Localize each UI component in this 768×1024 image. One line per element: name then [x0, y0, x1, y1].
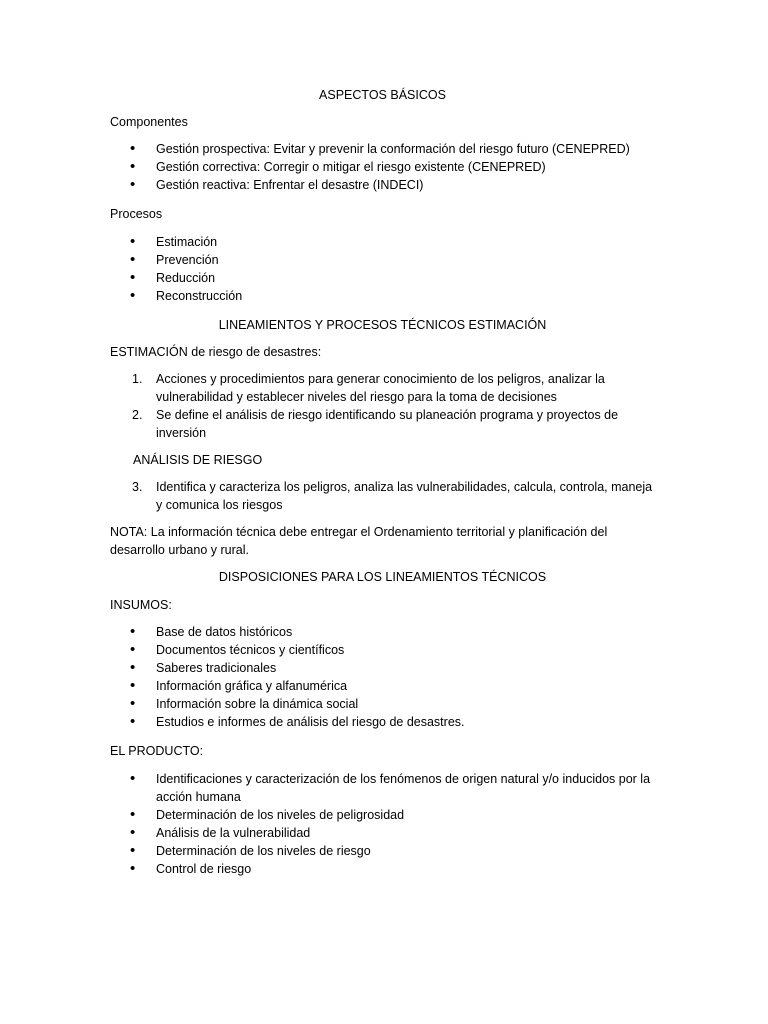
list-item: • Información gráfica y alfanumérica: [110, 677, 655, 695]
list-item: • Gestión correctiva: Corregir o mitigar el riesgo existente (CENEPRED): [110, 158, 655, 176]
list-number: 3.: [132, 480, 143, 494]
list-item: • Base de datos históricos: [110, 623, 655, 641]
list-analisis: [110, 478, 655, 514]
list-item: [110, 406, 655, 442]
list-item-text: Acciones y procedimientos para generar conocimiento de los peligros, analizar la vulnerabilidad y establecer niveles del riesgo para la toma de decisiones: [156, 372, 605, 404]
heading-disposiciones: DISPOSICIONES PARA LOS LINEAMIENTOS TÉCNICOS: [218, 570, 547, 584]
list-number: 1.: [132, 372, 143, 386]
label-insumos: INSUMOS:: [110, 598, 172, 612]
list-procesos: [110, 233, 655, 305]
label-componentes: Componentes: [110, 115, 188, 129]
list-item: • Gestión prospectiva: Evitar y prevenir la conformación del riesgo futuro (CENEPRED): [110, 140, 655, 158]
list-item: [110, 478, 655, 514]
list-estimacion: [110, 370, 655, 442]
list-componentes: [110, 140, 655, 194]
list-item: • Estudios e informes de análisis del riesgo de desastres.: [110, 713, 655, 731]
nota-paragraph: NOTA: La información técnica debe entregar el Ordenamiento territorial y planificación del desarrollo urbano y rural.: [110, 525, 608, 557]
list-number: 2.: [132, 408, 143, 422]
list-item: • Análisis de la vulnerabilidad: [110, 824, 655, 842]
list-insumos: [110, 623, 655, 731]
label-producto: EL PRODUCTO:: [110, 744, 204, 758]
list-item: • Determinación de los niveles de peligrosidad: [110, 806, 655, 824]
label-procesos: Procesos: [110, 207, 163, 221]
list-item: • Reducción: [110, 269, 655, 287]
label-estimacion: ESTIMACIÓN de riesgo de desastres:: [110, 345, 322, 359]
list-item: • Gestión reactiva: Enfrentar el desastre (INDECI): [110, 176, 655, 194]
heading-aspectos-basicos: ASPECTOS BÁSICOS: [319, 88, 446, 102]
list-producto: [110, 770, 655, 878]
list-item: • Identificaciones y caracterización de los fenómenos de origen natural y/o inducidos por la acción humana: [110, 770, 655, 806]
list-item: • Estimación: [110, 233, 655, 251]
label-analisis-riesgo: ANÁLISIS DE RIESGO: [133, 453, 263, 467]
list-item: • Determinación de los niveles de riesgo: [110, 842, 655, 860]
list-item-text: Identifica y caracteriza los peligros, analiza las vulnerabilidades, calcula, controla, maneja y comunica los riesgos: [156, 480, 653, 512]
list-item: • Reconstrucción: [110, 287, 655, 305]
list-item: • Control de riesgo: [110, 860, 655, 878]
list-item: [110, 370, 655, 406]
list-item: • Saberes tradicionales: [110, 659, 655, 677]
list-item-text: Se define el análisis de riesgo identificando su planeación programa y proyectos de inversión: [156, 408, 619, 440]
list-item: • Documentos técnicos y científicos: [110, 641, 655, 659]
list-item: • Prevención: [110, 251, 655, 269]
list-item: • Información sobre la dinámica social: [110, 695, 655, 713]
heading-lineamientos: LINEAMIENTOS Y PROCESOS TÉCNICOS ESTIMACIÓN: [218, 318, 547, 332]
